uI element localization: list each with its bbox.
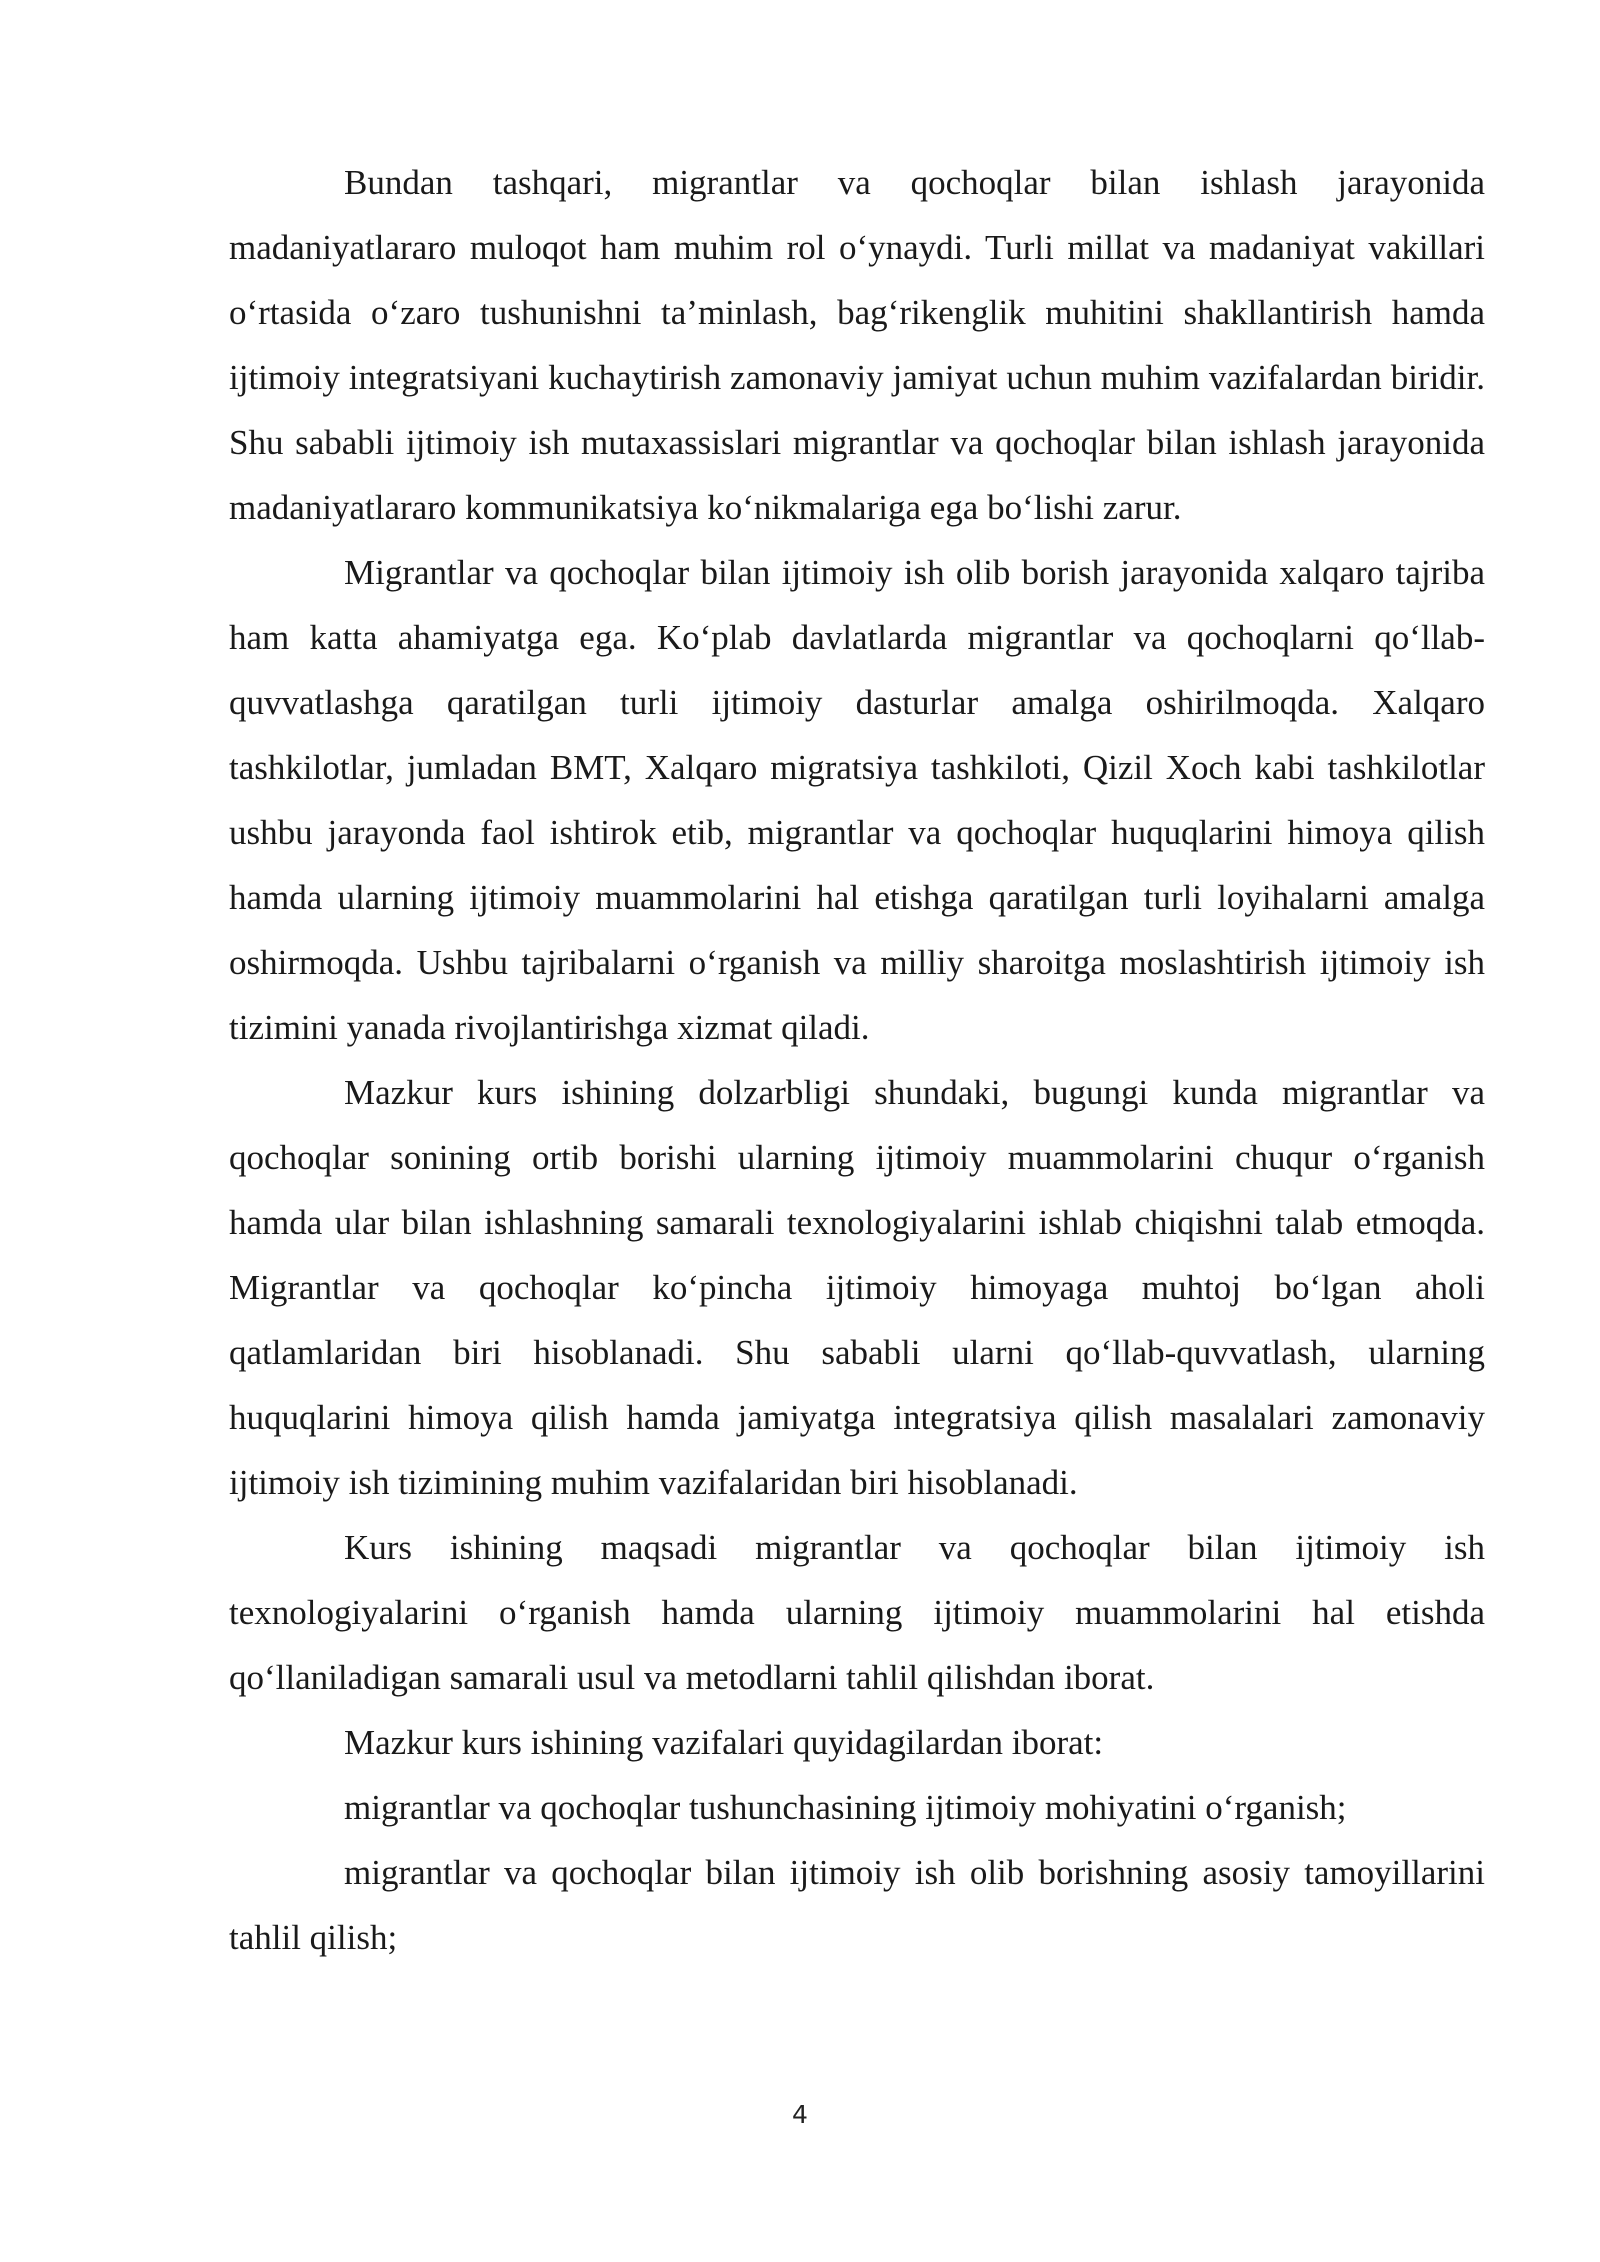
paragraph-intercultural-communication: Bundan tashqari, migrantlar va qochoqlar bilan ishlash jarayonida madaniyatlararo muloqot ham muhim rol o‘ynaydi. Turli millat va madaniyat vakillari o‘rtasida o‘zaro tushunishni ta’minlash, bag‘rikenglik muhitini shakllantirish hamda ijtimoiy integratsiyani kuchaytirish zamonaviy jamiyat uchun muhim vazifalardan biridir. Shu sababli ijtimoiy ish mutaxassislari migrantlar va qochoqlar bilan ishlash jarayonida madaniyatlararo kommunikatsiya ko‘nikmalariga ega bo‘lishi zarur. <box>229 163 1485 527</box>
paragraph-tasks-intro: Mazkur kurs ishining vazifalari quyidagilardan iborat: <box>344 1723 1104 1762</box>
paragraph-task-1: migrantlar va qochoqlar tushunchasining ijtimoiy mohiyatini o‘rganish; <box>344 1788 1347 1827</box>
paragraph-international-experience: Migrantlar va qochoqlar bilan ijtimoiy ish olib borish jarayonida xalqaro tajriba ham katta ahamiyatga ega. Ko‘plab davlatlarda migrantlar va qochoqlarni qo‘llab-quvvatlashga qaratilgan turli ijtimoiy dasturlar amalga oshirilmoqda. Xalqaro tashkilotlar, jumladan BMT, Xalqaro migratsiya tashkiloti, Qizil Xoch kabi tashkilotlar ushbu jarayonda faol ishtirok etib, migrantlar va qochoqlar huquqlarini himoya qilish hamda ularning ijtimoiy muammolarini hal etishga qaratilgan turli loyihalarni amalga oshirmoqda. Ushbu tajribalarni o‘rganish va milliy sharoitga moslashtirish ijtimoiy ish tizimini yanada rivojlantirishga xizmat qiladi. <box>229 553 1485 1047</box>
page-number: 4 <box>792 2100 808 2129</box>
paragraph-task-2: migrantlar va qochoqlar bilan ijtimoiy ish olib borishning asosiy tamoyillarini tahlil qilish; <box>229 1853 1485 1957</box>
paragraph-goal: Kurs ishining maqsadi migrantlar va qochoqlar bilan ijtimoiy ish texnologiyalarini o‘rganish hamda ularning ijtimoiy muammolarini hal etishda qo‘llaniladigan samarali usul va metodlarni tahlil qilishdan iborat. <box>229 1528 1485 1697</box>
body-text <box>229 150 1485 1970</box>
paragraph-relevance: Mazkur kurs ishining dolzarbligi shundaki, bugungi kunda migrantlar va qochoqlar sonining ortib borishi ularning ijtimoiy muammolarini chuqur o‘rganish hamda ular bilan ishlashning samarali texnologiyalarini ishlab chiqishni talab etmoqda. Migrantlar va qochoqlar ko‘pincha ijtimoiy himoyaga muhtoj bo‘lgan aholi qatlamlaridan biri hisoblanadi. Shu sababli ularni qo‘llab-quvvatlash, ularning huquqlarini himoya qilish hamda jamiyatga integratsiya qilish masalalari zamonaviy ijtimoiy ish tizimining muhim vazifalaridan biri hisoblanadi. <box>229 1073 1485 1502</box>
